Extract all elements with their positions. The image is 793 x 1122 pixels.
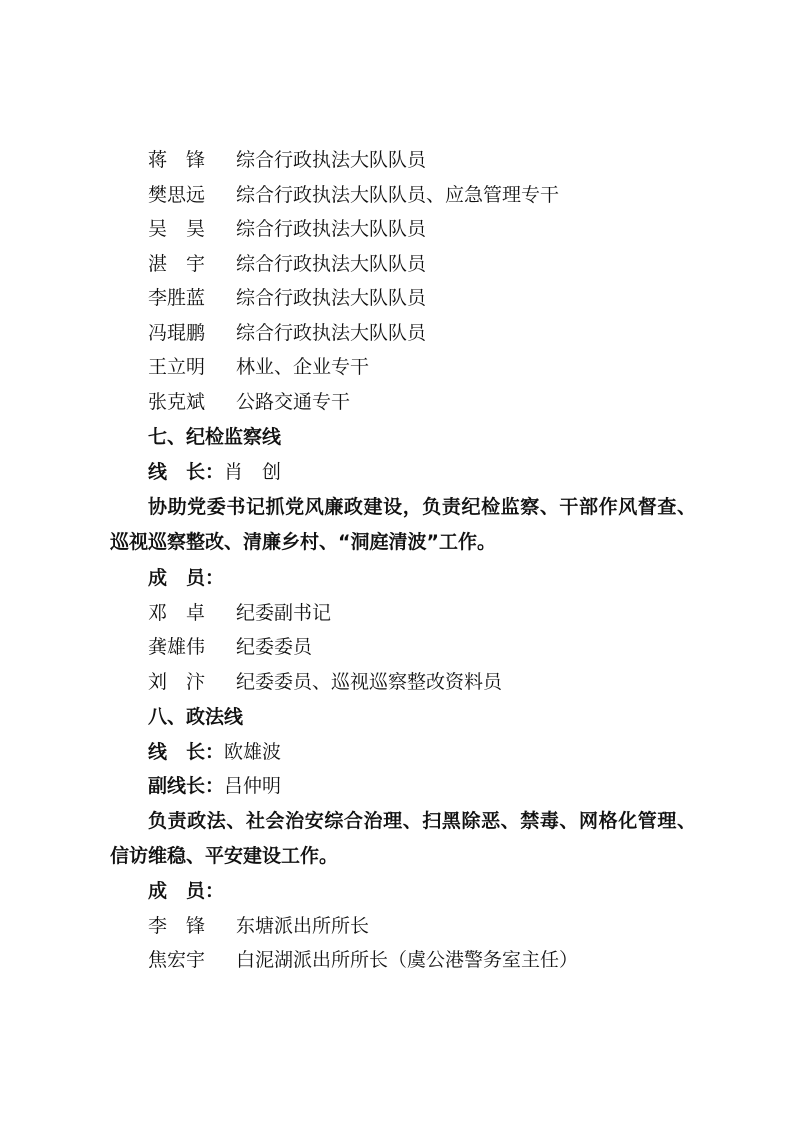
deputy-name: 吕仲明 xyxy=(224,775,282,797)
member-row xyxy=(148,909,693,943)
member-role: 东塘派出所所长 xyxy=(236,915,370,937)
member-role: 纪委副书记 xyxy=(236,602,332,624)
member-name: 李 锋 xyxy=(148,915,206,937)
duty-paragraph: 协助党委书记抓党风廉政建设，负责纪检监察、干部作风督查、巡视巡察整改、清廉乡村、“洞庭清波”工作。 xyxy=(110,496,696,553)
duty-paragraph: 负责政法、社会治安综合治理、扫黑除恶、禁毒、网格化管理、信访维稳、平安建设工作。 xyxy=(110,810,696,867)
member-role: 综合行政执法大队队员 xyxy=(236,149,427,171)
member-row xyxy=(148,281,693,315)
member-name: 冯琨鹏 xyxy=(148,322,206,344)
member-row xyxy=(148,178,693,212)
member-name: 王立明 xyxy=(148,356,206,378)
leader-label: 线 长： xyxy=(148,741,225,763)
members-label: 成 员： xyxy=(148,880,225,902)
leader-name: 欧雄波 xyxy=(224,741,282,763)
member-name: 龚雄伟 xyxy=(148,636,206,658)
member-name: 焦宏宇 xyxy=(148,949,206,971)
member-role: 综合行政执法大队队员 xyxy=(236,287,427,309)
member-row xyxy=(148,143,693,177)
leader-row xyxy=(148,735,693,769)
member-name: 刘 汴 xyxy=(148,671,206,693)
member-role: 林业、企业专干 xyxy=(236,356,370,378)
member-role: 纪委委员、巡视巡察整改资料员 xyxy=(236,671,503,693)
member-role: 综合行政执法大队队员 xyxy=(236,218,427,240)
member-row xyxy=(148,212,693,246)
member-row xyxy=(148,247,693,281)
leader-name: 肖 创 xyxy=(224,461,282,483)
member-role: 综合行政执法大队队员、应急管理专干 xyxy=(236,184,560,206)
member-role: 公路交通专干 xyxy=(236,391,351,413)
member-name: 吴 昊 xyxy=(148,218,206,240)
section-heading: 七、纪检监察线 xyxy=(148,426,282,448)
member-row xyxy=(148,630,693,664)
member-role: 综合行政执法大队队员 xyxy=(236,253,427,275)
leader-label: 线 长： xyxy=(148,461,225,483)
member-row xyxy=(148,665,693,699)
member-row xyxy=(148,596,693,630)
deputy-row xyxy=(148,769,693,803)
leader-row xyxy=(148,455,693,489)
member-name: 蒋 锋 xyxy=(148,149,206,171)
member-role: 纪委委员 xyxy=(236,636,313,658)
member-name: 邓 卓 xyxy=(148,602,206,624)
member-name: 樊思远 xyxy=(148,184,206,206)
member-row xyxy=(148,350,693,384)
member-role: 白泥湖派出所所长（虞公港警务室主任） xyxy=(236,949,579,971)
section-heading: 八、政法线 xyxy=(148,706,244,728)
member-name: 湛 宇 xyxy=(148,253,206,275)
members-label: 成 员： xyxy=(148,567,225,589)
member-role: 综合行政执法大队队员 xyxy=(236,322,427,344)
member-name: 李胜蓝 xyxy=(148,287,206,309)
member-row xyxy=(148,316,693,350)
member-row xyxy=(148,943,693,977)
member-row xyxy=(148,385,693,419)
deputy-label: 副线长： xyxy=(148,775,225,797)
member-name: 张克斌 xyxy=(148,391,206,413)
